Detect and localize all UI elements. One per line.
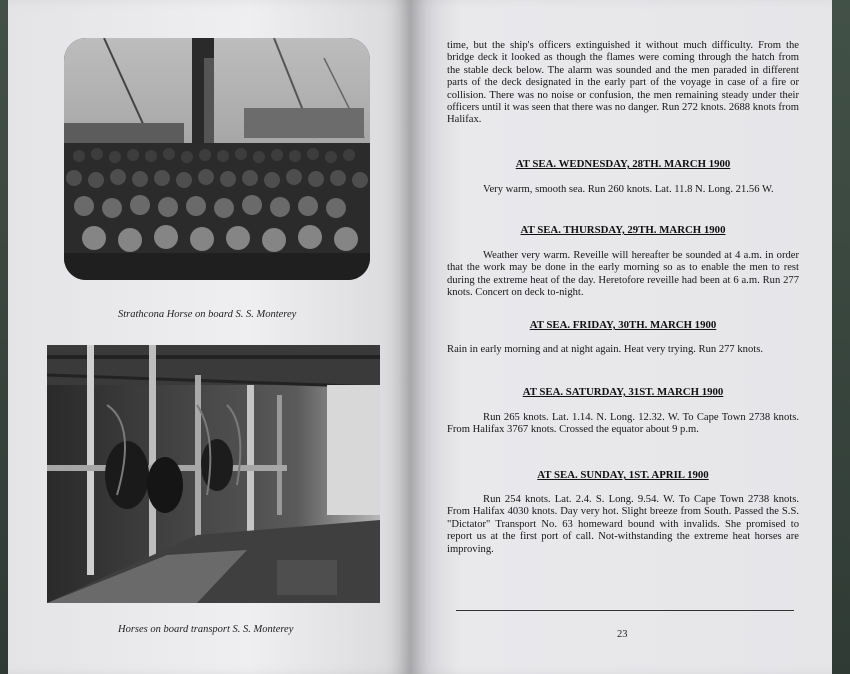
horse-stables-photo xyxy=(47,345,380,603)
entry-body: Run 254 knots. Lat. 2.4. S. Long. 9.54. W. To Cape Town 2738 knots. From Halifax 4030 knots. Day very hot. Slight breeze from South. Passed the S.S. "Dictator" Transport No. 63 homeward bound with invalids. She promised to report us at the first port of call. Not-withstanding the extreme heat horses are improving. xyxy=(447,494,799,555)
bottom-photo-caption: Horses on board transport S. S. Monterey xyxy=(118,624,294,635)
top-photo-caption: Strathcona Horse on board S. S. Monterey xyxy=(118,309,297,320)
footer-rule xyxy=(456,610,794,611)
page-number: 23 xyxy=(617,629,628,640)
entry-heading: AT SEA. SUNDAY, 1ST. APRIL 1900 xyxy=(537,469,709,481)
entry-heading: AT SEA. FRIDAY, 30TH. MARCH 1900 xyxy=(529,319,717,331)
entry-body: Weather very warm. Reveille will hereafter be sounded at 4 a.m. in order that the work may be done in the early morning so as to enable the men to rest during the extreme heat of the day. Heretofore reveille had been at 6 a.m. Run 277 knots. Concert on deck to-night. xyxy=(447,250,799,299)
intro-paragraph: time, but the ship's officers extinguished it without much difficulty. From the bridge deck it looked as though the flames were coming through the hatch from the stable deck below. The alarm was sounded and the men paraded in different parts of the deck designated in the early part of the voyage in case of a fire or collision. There was no noise or confusion, the men remaining steady under their officers until it was seen that there was no danger. Run 272 knots. 2688 knots from Halifax. xyxy=(447,40,799,126)
entry-heading: AT SEA. SATURDAY, 31ST. MARCH 1900 xyxy=(522,386,724,398)
troops-on-deck-photo xyxy=(64,38,370,280)
entry-body: Rain in early morning and at night again. Heat very trying. Run 277 knots. xyxy=(447,344,763,355)
entry-body: Very warm, smooth sea. Run 260 knots. Lat. 11.8 N. Long. 21.56 W. xyxy=(483,184,774,195)
entry-body: Run 265 knots. Lat. 1.14. N. Long. 12.32. W. To Cape Town 2738 knots. From Halifax 3767 knots. Crossed the equator about 9 p.m. xyxy=(447,412,799,436)
entry-heading: AT SEA. WEDNESDAY, 28TH. MARCH 1900 xyxy=(515,158,731,170)
entry-heading: AT SEA. THURSDAY, 29TH. MARCH 1900 xyxy=(520,224,726,236)
